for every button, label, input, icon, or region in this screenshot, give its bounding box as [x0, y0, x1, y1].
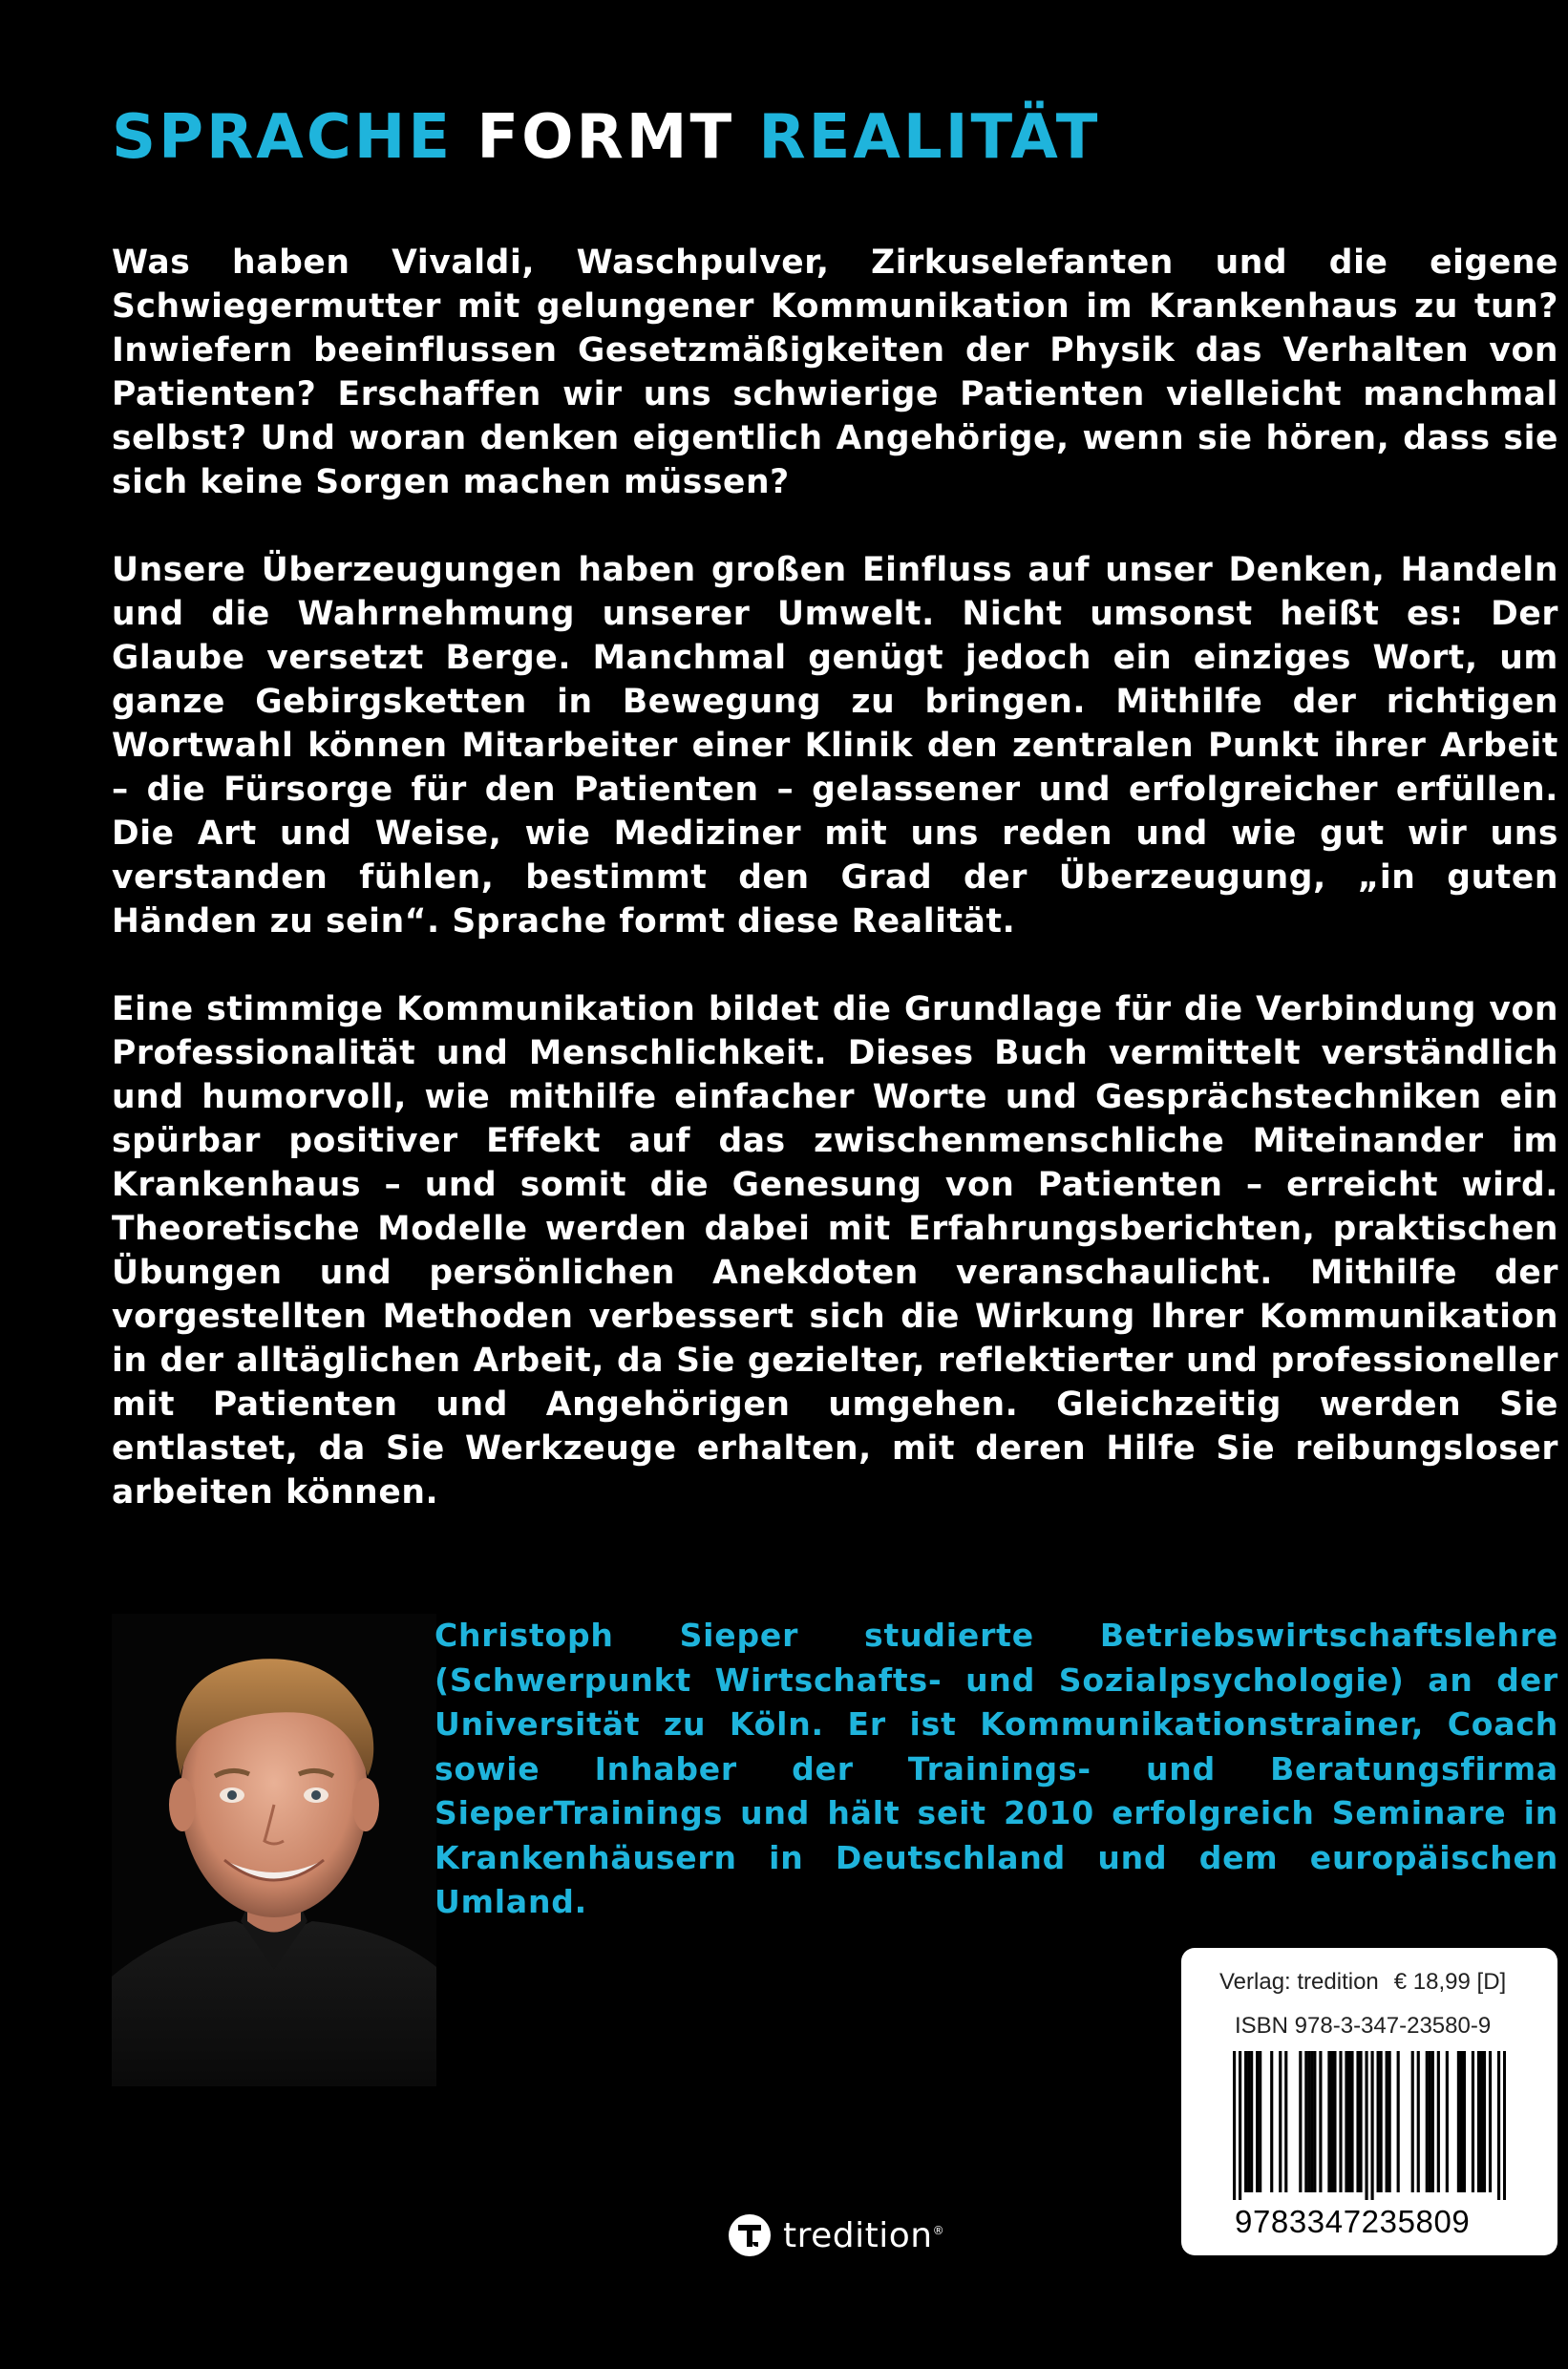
barcode-bar — [1284, 2051, 1287, 2192]
barcode-bar — [1497, 2051, 1500, 2200]
barcode-bar — [1345, 2051, 1347, 2192]
barcode-bar — [1386, 2051, 1388, 2192]
barcode-bar — [1299, 2051, 1302, 2192]
barcode-bar — [1250, 2051, 1253, 2192]
book-title — [112, 99, 1100, 176]
barcode-bar — [1270, 2051, 1273, 2192]
barcode-bar — [1480, 2051, 1483, 2192]
author-photo — [112, 1614, 436, 2086]
barcode-bar — [1330, 2051, 1333, 2192]
barcode-bar — [1431, 2051, 1434, 2192]
barcode-bar — [1489, 2051, 1492, 2192]
barcode-bar — [1460, 2051, 1463, 2192]
barcode-bar — [1365, 2051, 1367, 2200]
barcode-bar — [1463, 2051, 1466, 2192]
barcode-bar — [1313, 2051, 1316, 2192]
title-word-formt: FORMT — [477, 102, 735, 173]
barcode-bar — [1411, 2051, 1414, 2192]
barcode-bar — [1256, 2051, 1259, 2192]
barcode-bar — [1426, 2051, 1429, 2192]
blurb-paragraph-1: Was haben Vivaldi, Waschpulver, Zirkuselefanten und die eigene Schwiegermutter mit gelungener Kommunikation im Krankenhaus zu tun? Inwiefern beeinflussen Gesetzmäßigkeiten der Physik das Verhalten von Patienten? Erschaffen wir uns schwierige Patienten vielleicht manchmal selbst? Und woran denken eigentlich Angehörige, wenn sie hören, dass sie sich keine Sorgen machen müssen? — [112, 243, 1558, 501]
author-portrait-illustration — [112, 1614, 436, 2086]
barcode-bar — [1247, 2051, 1250, 2192]
publisher-logo — [728, 2213, 944, 2257]
author-bio: Christoph Sieper studierte Betriebswirtschaftslehre (Schwerpunkt Wirtschafts- und Sozialpsychologie) an der Universität zu Köln. Er ist Kommunikationstrainer, Coach sowie Inhaber der Trainings- und Beratungsfirma SieperTrainings und hält seit 2010 erfolgreich Seminare in Krankenhäusern in Deutschland und dem europäischen Umland. — [434, 1617, 1558, 1920]
barcode-bar — [1327, 2051, 1330, 2192]
barcode-bar — [1380, 2051, 1383, 2192]
barcode-bar — [1437, 2051, 1440, 2192]
barcode-bar — [1371, 2051, 1374, 2200]
title-word-sprache: SPRACHE — [112, 102, 454, 173]
barcode-bar — [1347, 2051, 1350, 2192]
barcode-bar — [1417, 2051, 1420, 2192]
blurb-paragraph-3: Eine stimmige Kommunikation bildet die Grundlage für die Verbindung von Professionalität und Menschlichkeit. Dieses Buch vermittelt verständlich und humorvoll, wie mithilfe einfacher Worte und Gesprächstechniken ein spürbar positiver Effekt auf das zwischenmenschliche Miteinander im Krankenhaus – und somit die Genesung von Patienten – erreicht wird. Theoretische Modelle werden dabei mit Erfahrungsberichten, praktischen Übungen und persönlichen Anekdoten veranschaulicht. Mithilfe der vorgestellten Methoden verbessert sich die Wirkung Ihrer Kommunikation in der alltäglichen Arbeit, da Sie gezielter, reflektierter und professioneller mit Patienten und Angehörigen umgehen. Gleichzeitig werden Sie entlastet, da Sie Werkzeuge erhalten, mit deren Hilfe Sie reibungsloser arbeiten können. — [112, 990, 1558, 1512]
barcode-bar — [1310, 2051, 1313, 2192]
barcode-bar — [1377, 2051, 1380, 2192]
barcode-bar — [1472, 2051, 1474, 2192]
title-word-realitaet: REALITÄT — [758, 102, 1101, 173]
barcode-bar — [1239, 2051, 1241, 2200]
barcode-bar — [1397, 2051, 1400, 2192]
barcode-bar — [1279, 2051, 1282, 2192]
barcode-bar — [1477, 2051, 1480, 2192]
isbn-label: ISBN 978-3-347-23580-9 — [1235, 2013, 1492, 2039]
barcode-bar — [1304, 2051, 1307, 2192]
barcode-bar — [1350, 2051, 1353, 2192]
tredition-t-logo-icon — [728, 2213, 772, 2257]
ean-barcode — [1233, 2051, 1506, 2200]
verlag-line — [1219, 1969, 1506, 1996]
barcode-bar — [1457, 2051, 1460, 2192]
barcode-bar — [1233, 2051, 1236, 2200]
blurb-paragraph-2: Unsere Überzeugungen haben großen Einfluss auf unser Denken, Handeln und die Wahrnehmung unserer Umwelt. Nicht umsonst heißt es: Der Glaube versetzt Berge. Manchmal genügt jedoch ein einziges Wort, um ganze Gebirgsketten in Bewegung zu bringen. Mithilfe der richtigen Wortwahl können Mitarbeiter einer Klinik den zentralen Punkt ihrer Arbeit – die Fürsorge für den Patienten – gelassener und erfolgreicher erfüllen. Die Art und Weise, wie Mediziner mit uns reden und wie gut wir uns verstanden fühlen, bestimmt den Grad der Überzeugung, „in guten Händen zu sein“. Sprache formt diese Realität. — [112, 551, 1558, 941]
barcode-bar — [1483, 2051, 1486, 2192]
verlag-label: Verlag: tredition — [1219, 1969, 1379, 1995]
barcode-box — [1181, 1948, 1557, 2255]
barcode-bar — [1307, 2051, 1310, 2192]
barcode-bar — [1359, 2051, 1362, 2192]
barcode-bar — [1339, 2051, 1342, 2192]
barcode-bar — [1259, 2051, 1261, 2192]
ean-number: 9783347235809 — [1235, 2204, 1471, 2239]
barcode-bar — [1429, 2051, 1431, 2192]
barcode-bar — [1388, 2051, 1391, 2192]
barcode-bar — [1333, 2051, 1336, 2192]
barcode-bar — [1446, 2051, 1449, 2192]
barcode-bar — [1503, 2051, 1506, 2200]
barcode-bar — [1356, 2051, 1359, 2192]
price-label: € 18,99 [D] — [1393, 1969, 1507, 1995]
barcode-bar — [1244, 2051, 1247, 2192]
publisher-name: tredition® — [783, 2215, 945, 2255]
barcode-bar — [1319, 2051, 1322, 2192]
